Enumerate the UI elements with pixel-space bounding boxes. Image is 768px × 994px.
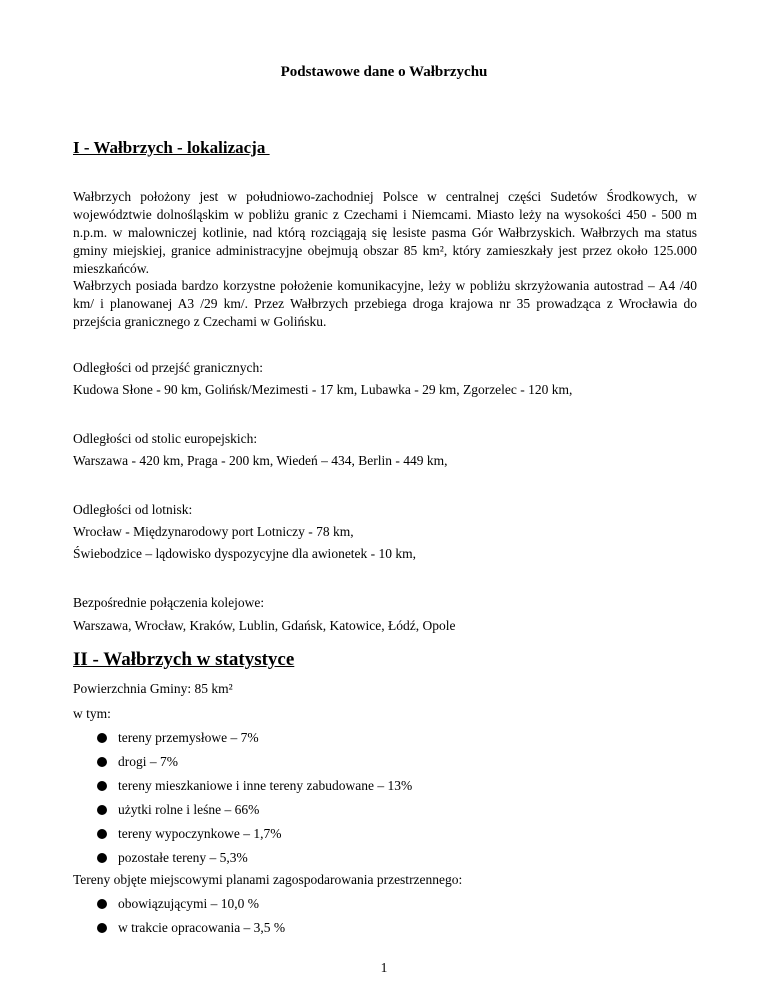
section-heading-location: I - Wałbrzych - lokalizacja [73, 138, 270, 157]
list-item [97, 802, 259, 818]
list-item [97, 850, 248, 866]
list-item [97, 754, 178, 770]
list-item-text: tereny przemysłowe – 7% [118, 730, 259, 745]
section-heading-statistics: II - Wałbrzych w statystyce [73, 649, 295, 670]
list-item-text: drogi – 7% [118, 754, 178, 769]
bullet-icon [97, 853, 107, 863]
border-crossings-label: Odległości od przejść granicznych: [73, 360, 264, 375]
list-item-text: w trakcie opracowania – 3,5 % [118, 920, 286, 935]
airport-swiebodzice: Świebodzice – lądowisko dyspozycyjne dla awionetek - 10 km, [73, 546, 417, 561]
list-item-text: tereny mieszkaniowe i inne tereny zabudowane – 13% [118, 778, 413, 793]
bullet-icon [97, 923, 107, 933]
bullet-icon [97, 781, 107, 791]
list-item [97, 826, 281, 842]
bullet-icon [97, 899, 107, 909]
list-item-text: obowiązującymi – 10,0 % [118, 896, 259, 911]
capitals-values: Warszawa - 420 km, Praga - 200 km, Wiedeń – 434, Berlin - 449 km, [73, 453, 448, 468]
paragraph-location-overview: Wałbrzych położony jest w południowo-zachodniej Polsce w centralnej części Sudetów Środkowych, w województwie dolnośląskim w pobliżu granic z Czechami i Niemcami. Miasto leży na wysokości 450 - 500 m n.p.m. w malowniczej kotlinie, nad którą rozciągają się lesiste pasma Gór Wałbrzyskich. Wałbrzych ma status gminy miejskiej, granice administracyjne obejmują obszar 85 km², który zamieszkały jest przez około 125.000 mieszkańców. [73, 189, 697, 276]
list-item [97, 778, 412, 794]
airports-label: Odległości od lotnisk: [73, 502, 193, 517]
rail-label: Bezpośrednie połączenia kolejowe: [73, 595, 265, 610]
list-item [97, 730, 259, 746]
bullet-icon [97, 757, 107, 767]
bullet-icon [97, 733, 107, 743]
capitals-label: Odległości od stolic europejskich: [73, 431, 258, 446]
paragraph-transport: Wałbrzych posiada bardzo korzystne położenie komunikacyjne, leży w pobliżu skrzyżowania autostrad – A4 /40 km/ i planowanej A3 /29 km/. Przez Wałbrzych przebiega droga krajowa nr 35 prowadząca z Wrocławia do przejścia granicznego z Czechami w Golińsku. [73, 278, 697, 329]
plans-label: Tereny objęte miejscowymi planami zagospodarowania przestrzennego: [73, 872, 463, 887]
including-label: w tym: [73, 706, 111, 721]
area-line: Powierzchnia Gminy: 85 km² [73, 681, 233, 696]
rail-values: Warszawa, Wrocław, Kraków, Lublin, Gdańsk, Katowice, Łódź, Opole [73, 618, 456, 633]
page-number: 1 [380, 960, 388, 975]
document-title: Podstawowe dane o Wałbrzychu [280, 64, 488, 80]
list-item-text: tereny wypoczynkowe – 1,7% [118, 826, 282, 841]
list-item-text: użytki rolne i leśne – 66% [118, 802, 260, 817]
airport-wroclaw: Wrocław - Międzynarodowy port Lotniczy - 78 km, [73, 524, 354, 539]
bullet-icon [97, 805, 107, 815]
list-item [97, 920, 285, 936]
border-crossings-values: Kudowa Słone - 90 km, Golińsk/Mezimesti - 17 km, Lubawka - 29 km, Zgorzelec - 120 km, [73, 382, 573, 397]
list-item-text: pozostałe tereny – 5,3% [118, 850, 248, 865]
list-item [97, 896, 259, 912]
bullet-icon [97, 829, 107, 839]
